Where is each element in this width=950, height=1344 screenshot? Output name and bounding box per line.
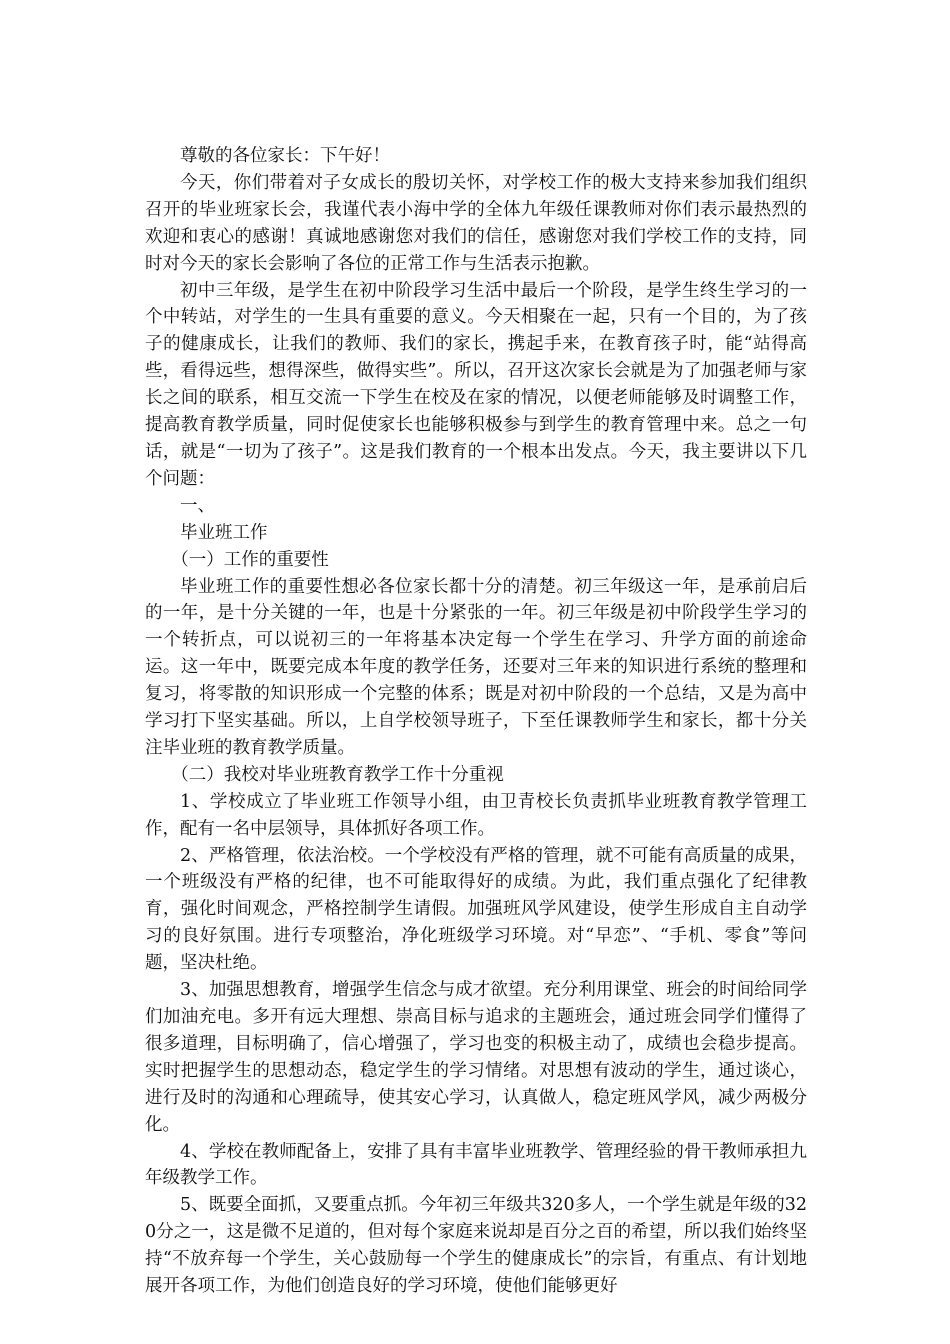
subsection-1-body: 毕业班工作的重要性想必各位家长都十分的清楚。初三年级这一年，是承前启后的一年，是十分关键的一年，也是十分紧张的一年。初三年级是初中阶段学生学习的一个转折点，可以说初三的一年将基本决定每一个学生在学习、升学方面的前途命运。这一年中，既要完成本年度的教学任务，还要对三年来的知识进行系统的整理和复习，将零散的知识形成一个完整的体系；既是对初中阶段的一个总结，又是为高中学习打下坚实基础。所以，上自学校领导班子，下至任课教师学生和家长，都十分关注毕业班的教育教学质量。 xyxy=(145,576,807,758)
subsection-1-title: （一）工作的重要性 xyxy=(171,549,329,570)
greeting: 尊敬的各位家长：下午好！ xyxy=(180,146,390,166)
list-item: 4、学校在教师配备上，安排了具有丰富毕业班教学、管理经验的骨干教师承担九年级教学工作。 xyxy=(145,1141,807,1189)
section-title: 毕业班工作 xyxy=(180,522,268,543)
list-item: 3、加强思想教育，增强学生信念与成才欲望。充分利用课堂、班会的时间给同学们加油充电。多开有远大理想、崇高目标与追求的主题班会，通过班会同学们懂得了很多道理，目标明确了，信心增强了，学习也变的积极主动了，成绩也会稳步提高。实时把握学生的思想动态，稳定学生的学习情绪。对思想有波动的学生，通过谈心，进行及时的沟通和心理疏导，使其安心学习，认真做人，稳定班风学风，减少两极分化。 xyxy=(145,980,807,1135)
paragraph-intro: 今天，你们带着对子女成长的殷切关怀，对学校工作的极大支持来参加我们组织召开的毕业班家长会，我谨代表小海中学的全体九年级任课教师对你们表示最热烈的欢迎和衷心的感谢！真诚地感谢您对我们的信任，感谢您对我们学校工作的支持，同时对今天的家长会影响了各位的正常工作与生活表示抱歉。 xyxy=(145,172,807,274)
section-number: 一、 xyxy=(180,495,215,516)
list-item: 1、学校成立了毕业班工作领导小组，由卫青校长负责抓毕业班教育教学管理工作，配有一名中层领导，具体抓好各项工作。 xyxy=(145,791,807,839)
list-item: 5、既要全面抓，又要重点抓。今年初三年级共320多人，一个学生就是年级的320分之一，这是微不足道的，但对每个家庭来说却是百分之百的希望，所以我们始终坚持“不放弃每一个学生，关心鼓励每一个学生的健康成长”的宗旨，有重点、有计划地展开各项工作，为他们创造良好的学习环境，使他们能够更好 xyxy=(145,1195,807,1297)
document-body xyxy=(145,143,807,1300)
subsection-2-title: （二）我校对毕业班教育教学工作十分重视 xyxy=(171,764,504,785)
list-item: 2、严格管理，依法治校。一个学校没有严格的管理，就不可能有高质量的成果，一个班级没有严格的纪律，也不可能取得好的成绩。为此，我们重点强化了纪律教育，强化时间观念，严格控制学生请假。加强班风学风建设，使学生形成自主自动学习的良好氛围。进行专项整治，净化班级学习环境。对“早恋”、“手机、零食”等问题，坚决杜绝。 xyxy=(145,845,807,974)
paragraph-purpose: 初中三年级，是学生在初中阶段学习生活中最后一个阶段，是学生终生学习的一个中转站，对学生的一生具有重要的意义。今天相聚在一起，只有一个目的，为了孩子的健康成长，让我们的教师、我们的家长，携起手来，在教育孩子时，能“站得高些，看得远些，想得深些，做得实些”。所以，召开这次家长会就是为了加强老师与家长之间的联系，相互交流一下学生在校及在家的情况，以便老师能够及时调整工作，提高教育教学质量，同时促使家长也能够积极参与到学生的教育管理中来。总之一句话，就是“一切为了孩子”。这是我们教育的一个根本出发点。今天，我主要讲以下几个问题： xyxy=(145,280,807,489)
